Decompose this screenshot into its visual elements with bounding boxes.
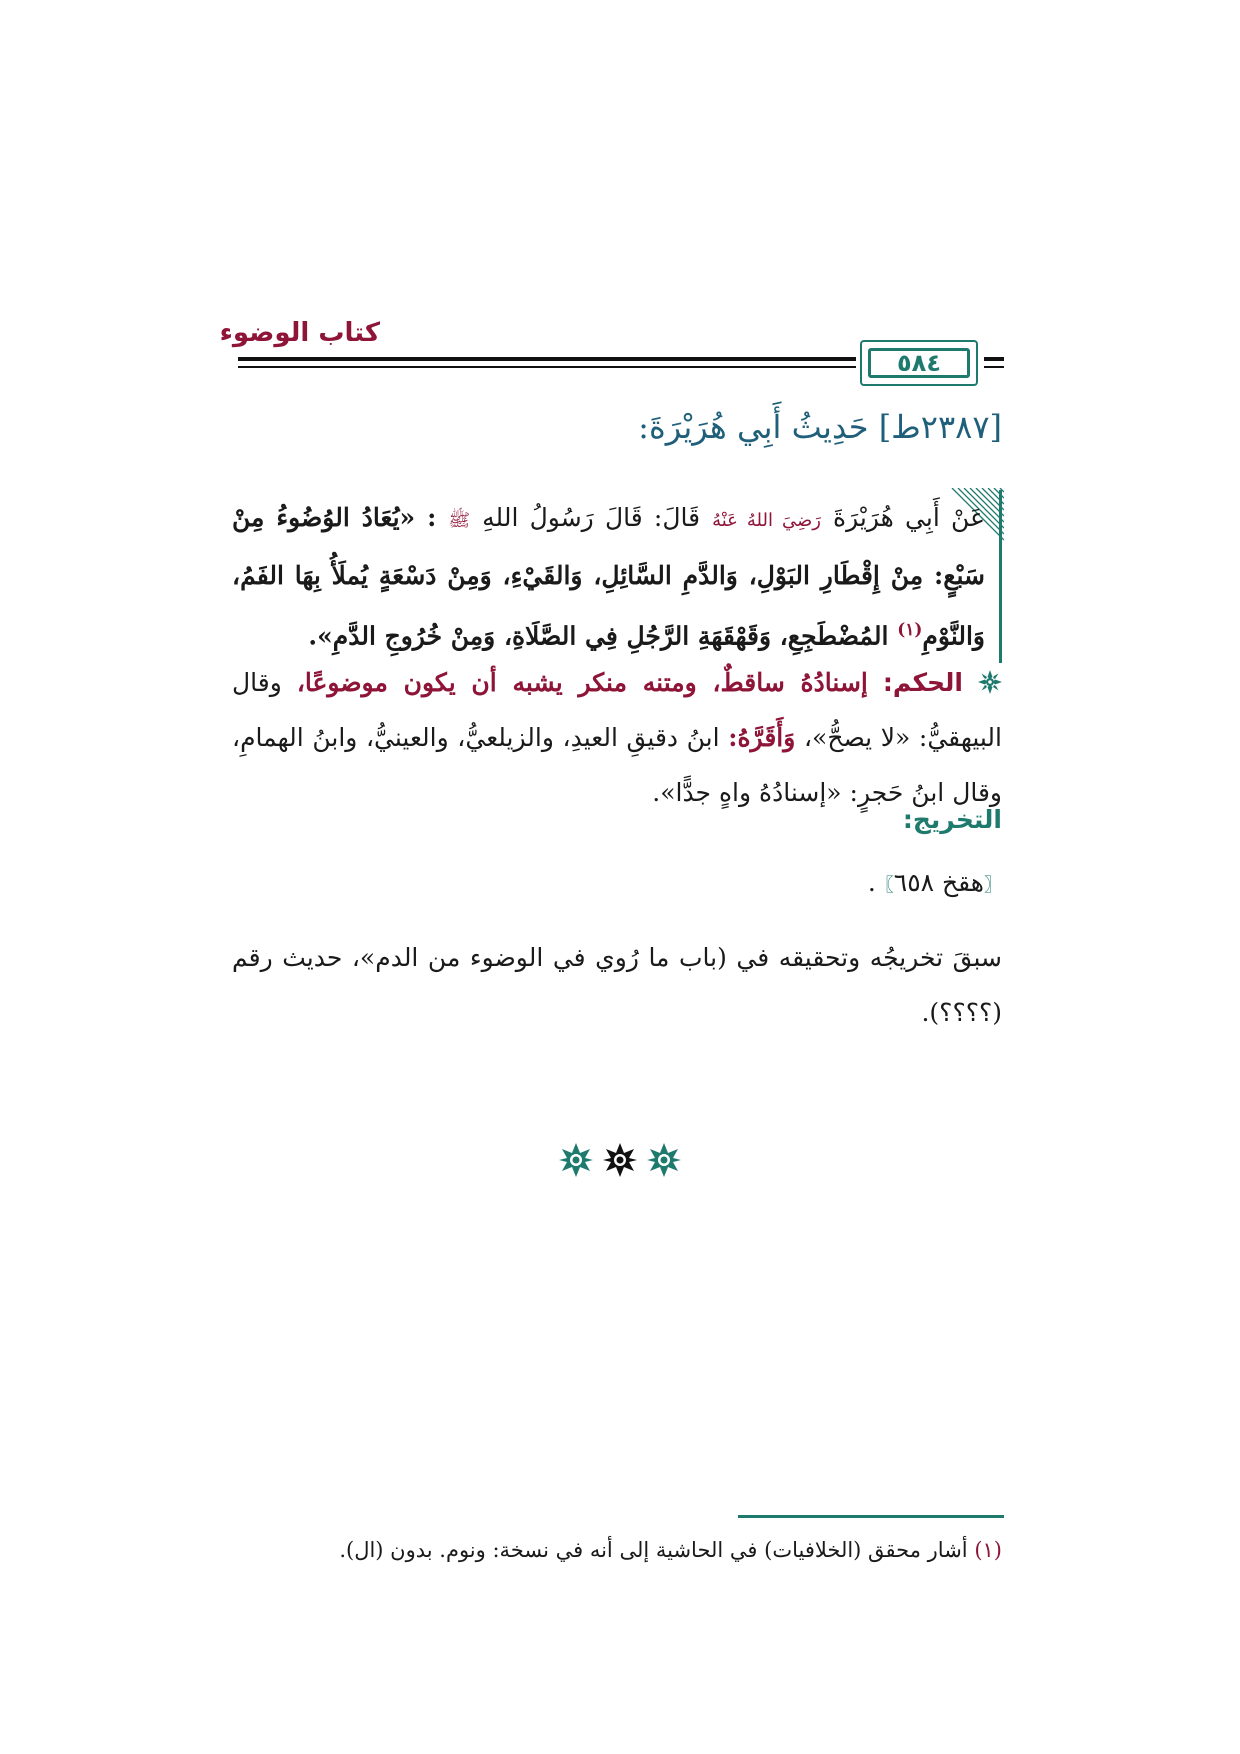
footnote [232,1530,1002,1570]
header-rule-left [238,357,856,368]
header-rule-right [984,357,1004,368]
flower-ornament-icon [978,670,1002,694]
ref-bracket-open: 〖 [984,875,1002,896]
hadith-text [232,490,1002,663]
footnote-number: (١) [974,1538,1002,1562]
agree-label: وَأَقَرَّهُ: [728,723,796,752]
footnote-rule [738,1515,1004,1518]
hadith-intro: عَنْ أَبِي هُرَيْرَةَ [833,503,985,532]
page-number-badge [860,340,978,386]
takhrij-ref-end: . [867,868,876,897]
ruling-rest-1: وقال البيهقيُّ: «لا يصحُّ»، [232,668,1002,752]
honorific-companion: رَضِيَ اللهُ عَنْهُ [712,510,821,531]
ruling-paragraph [232,655,1002,820]
star-ornament-icon [559,1143,593,1177]
hadith-said: قَالَ: قَالَ رَسُولُ اللهِ [482,503,701,532]
page-number: ٥٨٤ [868,348,970,378]
section-separator [520,1130,720,1190]
ref-bracket-close: 〗 [875,875,894,896]
ruling-text: إسنادُهُ ساقطٌ، ومتنه منكر يشبه أن يكون موضوعًا، [296,668,868,697]
section-title: حَدِيثُ أَبِي هُرَيْرَةَ: [638,408,869,446]
ruling-label: الحكم: [882,668,963,697]
star-ornament-icon [647,1143,681,1177]
running-title: كتاب الوضوء [219,318,380,348]
hadith-quote-1: : «يُعَادُ الوُضُوءُ مِنْ سَبْعٍ: مِنْ إِقْطَارِ البَوْلِ، وَالدَّمِ السَّائِلِ، وَالقَيْءِ، وَمِنْ دَسْعَةٍ يُملَأُ بِهَا الفَمُ، وَالنَّوْمِ [232,503,985,651]
honorific-prophet: ﷺ [448,510,471,531]
takhrij-heading: التخريج: [902,805,1002,834]
takhrij-ref [602,868,1002,897]
section-number: [٢٣٨٧ط] [878,408,1002,446]
star-ornament-icon [603,1143,637,1177]
takhrij-body: سبقَ تخريجُه وتحقيقه في (باب ما رُوي في الوضوء من الدم»، حديث رقم (؟؟؟؟). [232,943,1002,1027]
hadith-quote-2: المُضْطَجِعِ، وَقَهْقَهَةِ الرَّجُلِ فِي الصَّلَاةِ، وَمِنْ خُرُوجِ الدَّمِ». [308,621,889,651]
section-heading [242,408,1002,446]
footnote-text: أشار محقق (الخلافيات) في الحاشية إلى أنه في نسخة: ونوم. بدون (ال). [339,1538,975,1562]
takhrij-ref-code: هقخ ٦٥٨ [893,868,984,897]
ruling-rest-2: ابنُ دقيقِ العيدِ، والزيلعيُّ، والعينيُّ، وابنُ الهمامِ، وقال ابنُ حَجرٍ: «إسنادُهُ واهٍ جدًّا». [232,723,1002,807]
footnote-ref[interactable]: (١) [897,620,923,640]
